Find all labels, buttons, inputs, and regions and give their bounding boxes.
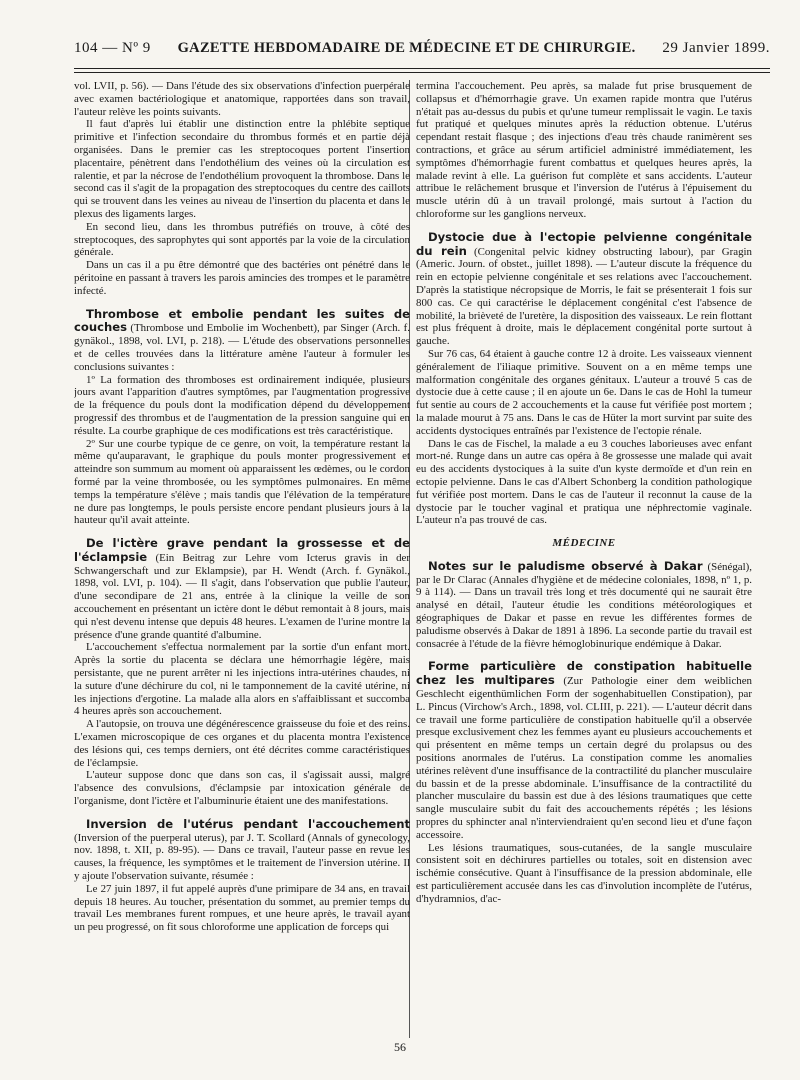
article-lead-text: (Sénégal), par le Dr Clarac (Annales d'hygiène et de médecine coloniales, 1898, nº 1, p. 9 à 114). — Dans un travail très long et très documenté qui ne saurait être analysé en détail, l'auteur étudie les conditions météorologiques et géographiques de Dakar et passe en revue les différentes formes de paludisme observés à Dakar de 1891 à 1896. La seconde partie du travail est consacrée à l'étude de la fièvre hémoglobinurique endémique à Dakar. (416, 560, 752, 650)
journal-title: GAZETTE HEBDOMADAIRE DE MÉDECINE ET DE CHIRURGIE. (177, 40, 636, 56)
article-paragraph: 2º Sur une courbe typique de ce genre, on voit, la température restant la même qu'auparavant, le graphique du pouls monter progressivement et atteindre son summum au moment où apparaissent les œdèmes, ou le cordon formé par la veine thrombosée, ou les symptômes pulmonaires. En même temps la température s'élève ; mais tandis que l'élévation de la température ne dure pas longtemps, le pouls persiste encore pendant plusieurs jours à la hauteur qu'il avait atteinte. (74, 437, 410, 527)
article-lead (74, 818, 410, 883)
article-title: Notes sur le paludisme observé à Dakar (428, 558, 703, 573)
article-paludisme (416, 560, 752, 651)
intro-paragraph: En second lieu, dans les thrombus putréfiés on trouve, à côté des streptocoques, des saprophytes qui sont apportés par la voie de la circulation générale. (74, 220, 410, 259)
article-title: De l'ictère grave pendant la grossesse et de l'éclampsie (74, 536, 410, 564)
article-title: Forme particulière de constipation habituelle chez les multipares (416, 659, 752, 688)
article-lead-text: (Congenital pelvic kidney obstructing labour), par Gragin (Americ. Journ. of obstet., juillet 1898). — L'auteur discute la fréquence du rein en ectopie pelvienne congénitale et ses relations avec l'accouchement. D'après la statistique nécropsique de Morris, le fait se présenterait 1 fois sur 800 cas. Ce qui caractérise le déplacement congénital c'est l'absence de mobilité, la brièveté de l'uretère, la disposition des vaisseaux. Le rein flottant est plus fréquent à droite, mais le déplacement congénital porte surtout à gauche. (416, 245, 752, 348)
article-lead (416, 560, 752, 651)
article-ictere (74, 537, 410, 808)
article-thrombose (74, 308, 410, 528)
article-lead (74, 537, 410, 641)
article-lead (74, 308, 410, 374)
article-lead-text: (Thrombose und Embolie im Wochenbett), par Singer (Arch. f. gynäkol., 1898, vol. LVI, p. 218). — L'étude des observations personnelles et de celles trouvées dans la littérature amène l'auteur à formuler les conclusions suivantes : (74, 322, 410, 373)
article-lead (416, 660, 752, 841)
section-heading: MÉDECINE (552, 537, 616, 550)
article-title: Inversion de l'utérus pendant l'accouchement (86, 816, 410, 831)
article-dystocie (416, 231, 752, 527)
left-column (74, 80, 410, 1040)
running-header (74, 40, 770, 66)
right-column (416, 80, 752, 1040)
article-paragraph: Dans le cas de Fischel, la malade a eu 3 couches laborieuses avec enfant mort-né. Runge dans un autre cas opéra à 8e grossesse une malade qui avait eu des accidents dystociques à la suite d'un kyste dermoïde et d'un rein en ectopie pelvienne. Dans le cas d'Albert Schonberg la condition pathologique fut vérifiée post mortem. Dans le cas de l'auteur il reconnut la cause de la dystocie par le toucher vaginal et pratiqua une néphrectomie vaginale. L'auteur n'a pas trouvé de cas. (416, 437, 752, 527)
article-constipation (416, 660, 752, 905)
continuation-paragraph: termina l'accouchement. Peu après, sa malade fut prise brusquement de collapsus et d'hémorrhagie grave. Un examen rapide montra que l'utérus n'était pas au-dessus du pubis et qu'une tumeur remplissait le vagin. Le taxis fut pratiqué et quelques minutes après la réduction obtenue. L'utérus cependant restait flasque ; des injections d'eau très chaude ranimèrent ses contractions, et grâce au sérum artificiel administré immédiatement, les symptômes d'hémorrhagie furent combattus et quelques heures après, la malade revint à elle. La guérison fut complète et sans accidents. L'auteur attribue le relâchement brusque et l'inversion de l'utérus à l'épuisement du muscle utérin dû à un travail prolongé, mais surtout à l'action du chloroforme sur les ganglions nerveux. (416, 80, 752, 220)
intro-paragraph: Dans un cas il a pu être démontré que des bactéries ont pénétré dans le péritoine en passant à travers les parois amincies des trompes et le paramètre infecté. (74, 259, 410, 297)
article-paragraph: Les lésions traumatiques, sous-cutanées, de la sangle musculaire consistent soit en déchirures partielles ou totales, soit en distension avec ischémie consécutive. Quant à l'insuffisance de la pression abdominale, elle est particulièrement accusée dans les cas d'involution incomplète de l'utérus, d'hydramnios, d'ac- (416, 841, 752, 905)
article-lead-text: (Ein Beitrag zur Lehre vom Icterus gravis in der Schwangerschaft und zur Eklampsie), par H. Wendt (Arch. f. Gynäkol., 1898, vol. LVI, p. 104). — Il s'agit, dans l'observation que publie l'auteur, d'une secondipare de 21 ans, entrée à la clinique la veille de son accouchement en présentant un ictère dont le début remontait à 8 jours, mais qui n'est devenu intense que depuis 48 heures. L'examen de l'urine montre la présence d'une grande quantité d'albumine. (74, 551, 410, 641)
article-title: Dystocie due à l'ectopie pelvienne congénitale du rein (416, 229, 752, 258)
article-paragraph: A l'autopsie, on trouva une dégénérescence graisseuse du foie et des reins. L'examen microscopique de ces organes et du placenta montra l'existence des lésions qui, ces temps derniers, ont été décrites comme caractéristiques de l'éclampsie. (74, 718, 410, 769)
issue-date: 29 Janvier 1899. (662, 40, 770, 56)
article-lead (416, 231, 752, 348)
article-title: Thrombose et embolie pendant les suites de couches (74, 306, 410, 335)
article-paragraph: L'auteur suppose donc que dans son cas, il s'agissait aussi, malgré l'absence des convulsions, d'éclampsie par intoxication générale de l'organisme, dont l'ictère et l'albuminurie étaient une des manifestations. (74, 769, 410, 808)
article-inversion (74, 818, 410, 934)
article-paragraph: Le 27 juin 1897, il fut appelé auprès d'une primipare de 34 ans, en travail depuis 18 heures. Au toucher, présentation du sommet, au premier temps du travail Les membranes furent rompues, et une heure après, le travail ayant un peu progressé, on fit sous chloroforme une application de forceps qui (74, 882, 410, 934)
header-rule-thin (74, 72, 770, 73)
intro-paragraph: vol. LVII, p. 56). — Dans l'étude des six observations d'infection puerpérale avec examen bactériologique et anatomique, rapportées dans son travail, l'auteur relève les points suivants. (74, 80, 410, 118)
article-lead-text: (Inversion of the puerperal uterus), par J. T. Scollard (Annals of gynecology, nov. 1898, t. XII, p. 89-95). — Dans ce travail, l'auteur passe en revue les causes, la fréquence, les symptômes et le traitement de l'inversion utérine. Il y ajoute l'observation suivante, résumée : (74, 831, 410, 883)
header-rule-thick (74, 68, 770, 69)
page-issue-ref: 104 — Nº 9 (74, 40, 151, 56)
article-paragraph: L'accouchement s'effectua normalement par la sortie d'un enfant mort. Après la sortie du placenta se déclara une hémorrhagie légère, mais persistante, que ne purent arrêter ni les injections intra-utérines chaudes, ni la suture d'une déchirure du col, ni le tamponnement de la cavité utérine, ni les injections d'ergotine. La malade alla alors en s'affaiblissant et succomba 4 heures après son accouchement. (74, 641, 410, 718)
intro-paragraph: Il faut d'après lui établir une distinction entre la phlébite septique primitive et l'infection secondaire du thrombus formés et en partie déjà organisées. Dans le premier cas les streptocoques portent l'insertion placentaire, pénètrent dans l'endothélium des veines où la circulation est ralentie, et par la nécrose de l'endothélium provoquent la thrombose. Dans le second cas il s'agit de la propagation des streptocoques du centre des caillots qui se trouvent dans les veines au niveau de l'insertion du placenta et dans le plexus des ligaments larges. (74, 118, 410, 220)
article-lead-text: (Zur Pathologie einer dem weiblichen Geschlecht eigenthümlichen Form der sogenhabituellen Constipation), par L. Pincus (Virchow's Arch., 1898, vol. CLIII, p. 221). — L'auteur décrit dans ce travail une forme particulière de constipation habituelle qu'il a observée presque exclusivement chez les femmes ayant eu plusieurs accouchements et qui présentent en même temps un certain degré du prolapsus ou des positions anormales de l'utérus. La constipation comme les anomalies utérines relèvent d'une insuffisance de la contractilité du plancher musculaire du bassin et de la presse abdominale. L'insuffisance de la contractilité du plancher musculaire du bassin est due à des lésions traumatiques que cette sangle musculaire subit du fait des accouchements répétés ; les lésions propres du sphincter anal n'interviendraient qu'en second lieu et d'une façon accessoire. (416, 675, 752, 841)
article-paragraph: 1º La formation des thromboses est ordinairement indiquée, plusieurs jours avant l'apparition d'autres symptômes, par l'augmentation progressive de la fréquence du pouls dont la modification dépend du développement progressif des thrombus et de l'augmentation de la pression sanguine qui en résulte. La courbe graphique de ces modifications est très caractéristique. (74, 373, 410, 437)
page-number: 56 (394, 1040, 406, 1054)
article-paragraph: Sur 76 cas, 64 étaient à gauche contre 12 à droite. Les vaisseaux viennent généralement de l'iliaque primitive. Souvent on a en même temps une malformation congénitale des organes génitaux. L'auteur a trouvé 5 cas de dystocie due à cette cause ; il en ajoute un 6e. Dans le cas de Hohl la tumeur fut sentie au cours de 2 accouchements et la cause fut vérifiée post mortem ; la malade mourut à 75 ans. Dans le cas de Hüter la mort survint par suite des accidents dystociques entraînés par l'existence de l'ectopie rénale. (416, 347, 752, 437)
